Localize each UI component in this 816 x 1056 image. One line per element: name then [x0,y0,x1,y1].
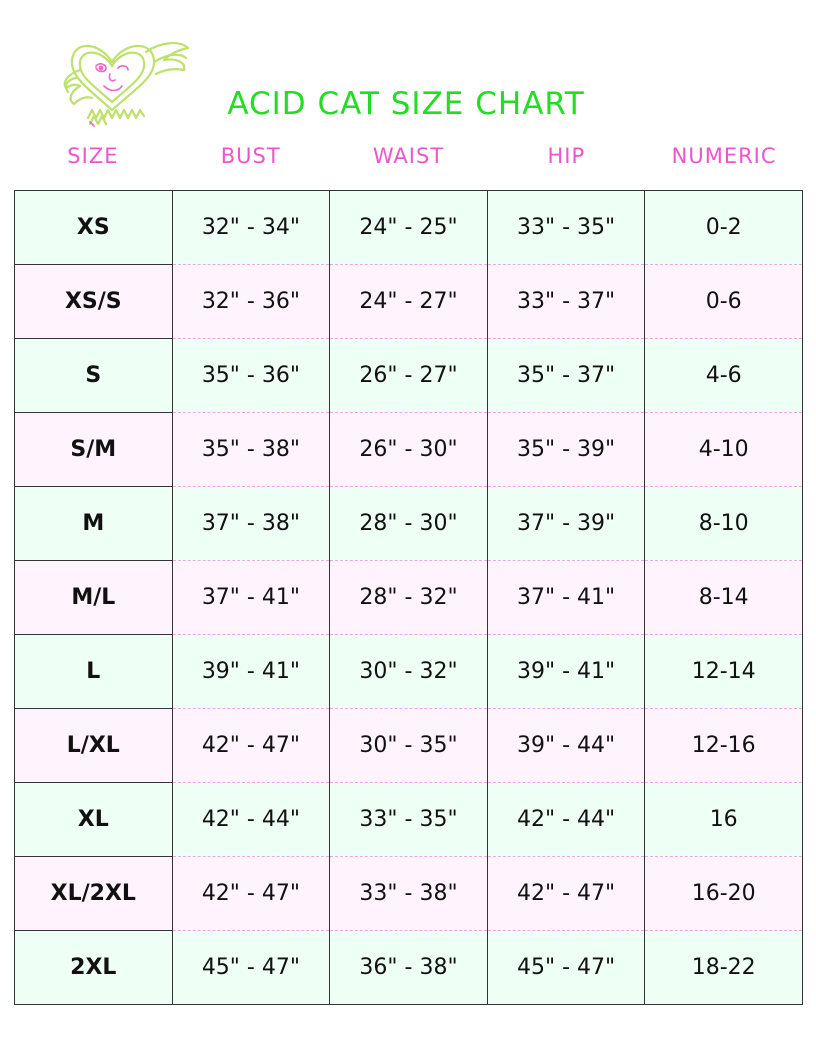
numeric-cell: 8-14 [645,561,803,635]
waist-cell: 24" - 27" [330,265,488,339]
numeric-cell: 12-14 [645,635,803,709]
size-chart-table [14,190,803,1005]
waist-cell: 28" - 32" [330,561,488,635]
waist-cell: 33" - 38" [330,857,488,931]
waist-cell: 36" - 38" [330,931,488,1005]
bust-cell: 32" - 36" [172,265,330,339]
bust-cell: 35" - 38" [172,413,330,487]
numeric-cell: 8-10 [645,487,803,561]
waist-cell: 30" - 32" [330,635,488,709]
size-cell: M [15,487,173,561]
numeric-cell: 16-20 [645,857,803,931]
waist-cell: 24" - 25" [330,191,488,265]
size-cell: XS [15,191,173,265]
numeric-cell: 12-16 [645,709,803,783]
hip-cell: 33" - 35" [487,191,645,265]
header-numeric: NUMERIC [671,144,777,168]
table-row [15,561,803,635]
bust-cell: 37" - 38" [172,487,330,561]
waist-cell: 28" - 30" [330,487,488,561]
hip-cell: 39" - 44" [487,709,645,783]
size-cell: S/M [15,413,173,487]
numeric-cell: 4-10 [645,413,803,487]
table-row [15,339,803,413]
waist-cell: 26" - 27" [330,339,488,413]
size-cell: XS/S [15,265,173,339]
bust-cell: 45" - 47" [172,931,330,1005]
size-cell: S [15,339,173,413]
size-cell: XL/2XL [15,857,173,931]
hip-cell: 39" - 41" [487,635,645,709]
numeric-cell: 18-22 [645,931,803,1005]
waist-cell: 26" - 30" [330,413,488,487]
hip-cell: 37" - 41" [487,561,645,635]
hip-cell: 35" - 39" [487,413,645,487]
bust-cell: 37" - 41" [172,561,330,635]
hip-cell: 45" - 47" [487,931,645,1005]
hip-cell: 42" - 44" [487,783,645,857]
page-title: ACID CAT SIZE CHART [227,86,585,122]
size-cell: XL [15,783,173,857]
bust-cell: 35" - 36" [172,339,330,413]
size-cell: L/XL [15,709,173,783]
waist-cell: 30" - 35" [330,709,488,783]
table-row [15,857,803,931]
bust-cell: 32" - 34" [172,191,330,265]
size-cell: M/L [15,561,173,635]
table-row [15,413,803,487]
header-bust: BUST [220,144,281,168]
header-size: SIZE [67,144,119,168]
table-header [14,144,803,176]
header-waist: WAIST [372,144,445,168]
bust-cell: 42" - 47" [172,857,330,931]
numeric-cell: 0-6 [645,265,803,339]
hip-cell: 35" - 37" [487,339,645,413]
header-hip: HIP [547,144,586,168]
bust-cell: 42" - 44" [172,783,330,857]
hip-cell: 33" - 37" [487,265,645,339]
bust-cell: 39" - 41" [172,635,330,709]
numeric-cell: 0-2 [645,191,803,265]
numeric-cell: 4-6 [645,339,803,413]
table-row [15,635,803,709]
table-row [15,931,803,1005]
bust-cell: 42" - 47" [172,709,330,783]
hip-cell: 37" - 39" [487,487,645,561]
waist-cell: 33" - 35" [330,783,488,857]
table-row [15,191,803,265]
table-row [15,265,803,339]
size-cell: L [15,635,173,709]
table-row [15,783,803,857]
numeric-cell: 16 [645,783,803,857]
hip-cell: 42" - 47" [487,857,645,931]
size-cell: 2XL [15,931,173,1005]
table-row [15,487,803,561]
table-row [15,709,803,783]
